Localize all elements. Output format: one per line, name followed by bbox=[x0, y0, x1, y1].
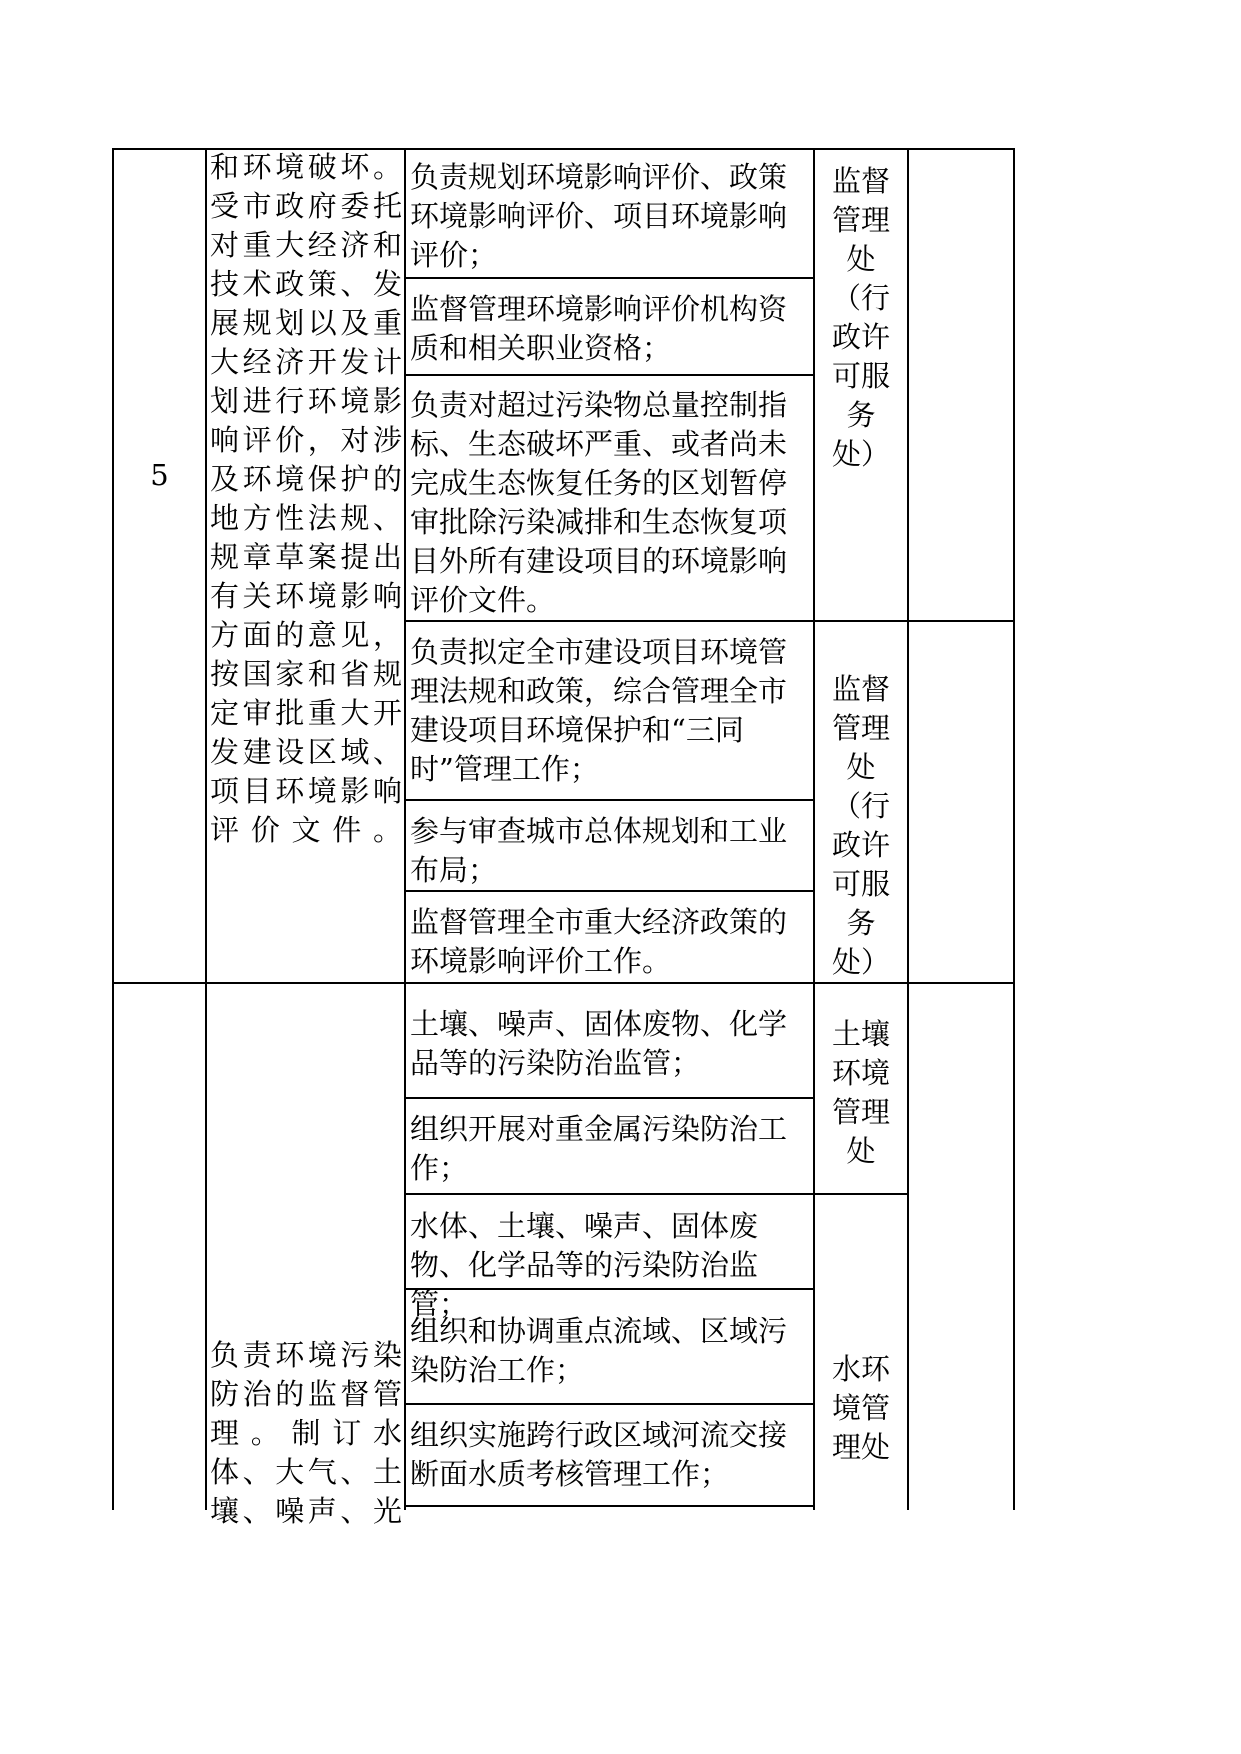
department-name: 水环境管理处 bbox=[831, 1352, 890, 1464]
item-divider bbox=[404, 890, 815, 892]
row-number: 5 bbox=[150, 458, 169, 492]
table-border-right bbox=[1013, 148, 1015, 1510]
duty-item: 组织开展对重金属污染防治工作； bbox=[410, 1112, 788, 1185]
item-divider bbox=[404, 799, 815, 801]
item-divider bbox=[404, 374, 815, 376]
table-border-col4 bbox=[907, 148, 909, 1510]
table-border-col3-right bbox=[813, 148, 815, 1510]
department-name: 监督管理处（行政许可服务处） bbox=[831, 672, 890, 979]
responsibility-text: 和环境破坏。受市政府委托对重大经济和技术政策、发展规划以及重大经济开发计划进行环境影响评价，对涉及环境保护的地方性法规、规章草案提出有关环境影响方面的意见，按国家和省规定审批重大开发建设区域、项目环境影响评价文件。 bbox=[210, 150, 402, 847]
responsibility-text: 负责环境污染防治的监督管理。制订水体、大气、土壤、噪声、光 bbox=[210, 1338, 402, 1528]
table-border-left bbox=[112, 148, 114, 1510]
duty-item: 组织和协调重点流域、区域污染防治工作； bbox=[410, 1314, 788, 1387]
duty-item: 土壤、噪声、固体废物、化学品等的污染防治监管； bbox=[410, 1007, 788, 1080]
table-row-divider bbox=[112, 982, 1015, 984]
table-border-col2 bbox=[205, 148, 207, 1510]
item-divider-bottom bbox=[404, 1505, 815, 1507]
duty-item: 负责对超过污染物总量控制指标、生态破坏严重、或者尚未完成生态恢复任务的区划暂停审批除污染减排和生态恢复项目外所有建设项目的环境影响评价文件。 bbox=[410, 388, 788, 617]
duty-item: 监督管理全市重大经济政策的环境影响评价工作。 bbox=[410, 905, 788, 978]
item-divider bbox=[404, 277, 815, 279]
item-divider bbox=[404, 1193, 815, 1195]
item-divider bbox=[404, 620, 815, 622]
duty-item: 监督管理环境影响评价机构资质和相关职业资格； bbox=[410, 292, 788, 365]
duty-item: 组织实施跨行政区域河流交接断面水质考核管理工作； bbox=[410, 1418, 788, 1491]
duty-item: 负责拟定全市建设项目环境管理法规和政策，综合管理全市建设项目环境保护和“三同时”管理工作； bbox=[410, 635, 788, 786]
table-border-col3-left bbox=[404, 148, 406, 1510]
duty-item: 水体、土壤、噪声、固体废物、化学品等的污染防治监管； bbox=[410, 1209, 759, 1321]
duty-item: 负责规划环境影响评价、政策环境影响评价、项目环境影响评价； bbox=[410, 160, 788, 272]
group-divider-2 bbox=[813, 1193, 909, 1195]
item-divider bbox=[404, 1097, 815, 1099]
department-name: 监督管理处（行政许可服务处） bbox=[831, 164, 890, 471]
duty-item: 参与审查城市总体规划和工业布局； bbox=[410, 814, 788, 887]
department-name: 土壤环境管理处 bbox=[831, 1017, 890, 1168]
group-divider-1 bbox=[813, 620, 1015, 622]
item-divider bbox=[404, 1403, 815, 1405]
